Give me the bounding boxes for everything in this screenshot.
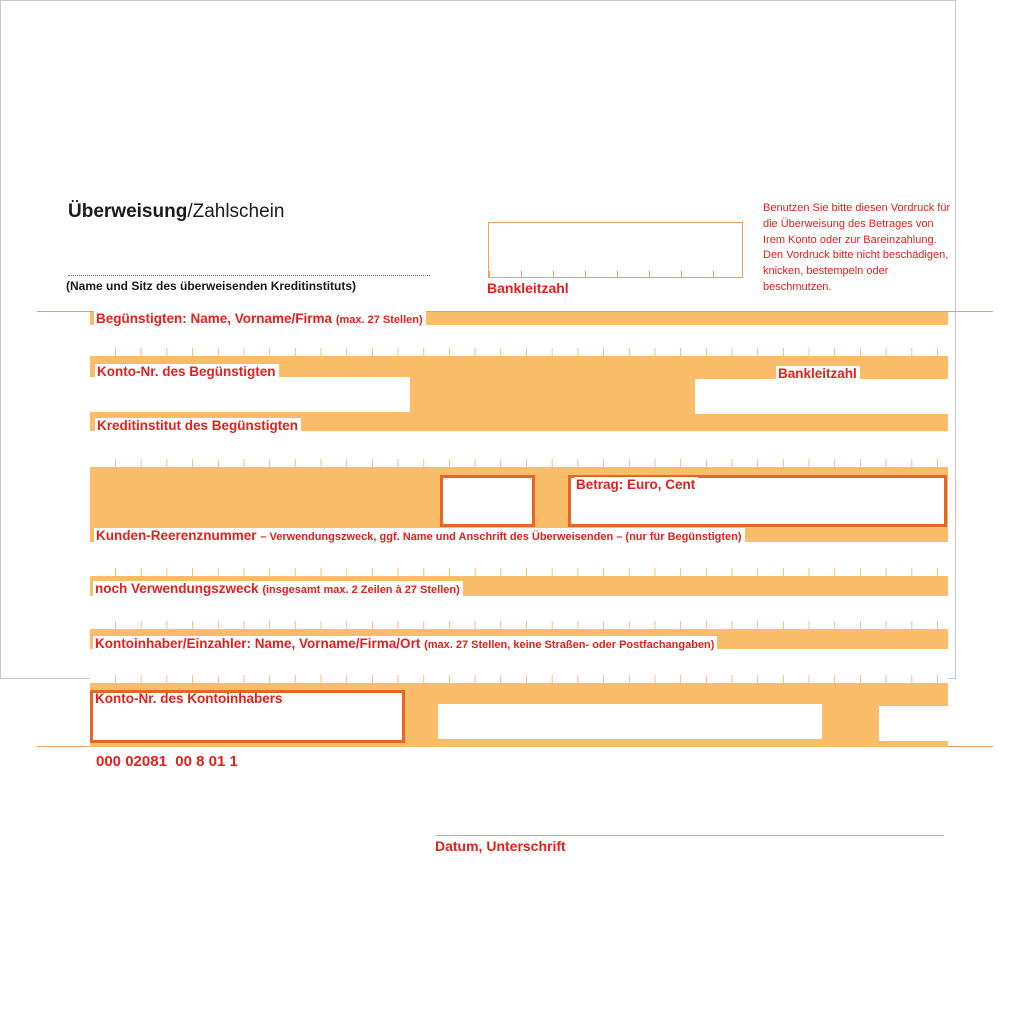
beneficiary-name-hint: (max. 27 Stellen) xyxy=(335,314,423,326)
amount-label: Betrag: Euro, Cent xyxy=(574,477,698,492)
bank-name-caption: (Name und Sitz des überweisenden Kreditinstituts) xyxy=(66,279,357,293)
notice-line: Benutzen Sie bitte diesen Vordruck für xyxy=(763,202,951,214)
notice-line: Den Vordruck bitte nicht beschädigen, xyxy=(763,249,949,262)
bank-code-label: Bankleitzahl xyxy=(487,280,569,296)
beneficiary-bank-code-input[interactable] xyxy=(695,379,948,414)
form-code-number: 000 02081 00 8 01 1 xyxy=(96,753,238,770)
beneficiary-account-label: Konto-Nr. des Begünstigten xyxy=(95,364,279,379)
notice-line: knicken, bestempeln oder xyxy=(763,265,889,278)
notice-line: die Überweisung des Betrages von xyxy=(763,217,934,230)
payer-text: Kontoinhaber/Einzahler: Name, Vorname/Firma/Ort xyxy=(95,636,421,651)
beneficiary-account-input[interactable] xyxy=(90,377,410,412)
payer-hint: (max. 27 Stellen, keine Straßen- oder Postfachangaben) xyxy=(424,639,715,651)
payer-small-input[interactable] xyxy=(879,706,948,741)
bank-name-line[interactable] xyxy=(68,275,430,276)
reference-label xyxy=(94,528,745,545)
purpose-text: noch Verwendungszweck xyxy=(95,581,259,596)
notice-line: beschmutzen. xyxy=(763,280,832,293)
signature-label: Datum, Unterschrift xyxy=(435,838,566,854)
purpose-ticks xyxy=(115,621,948,629)
beneficiary-name-text: Begünstigten: Name, Vorname/Firma xyxy=(96,311,333,326)
beneficiary-name-label xyxy=(94,311,426,328)
bank-code-box[interactable] xyxy=(488,222,743,278)
signature-line[interactable] xyxy=(436,835,944,836)
form-title xyxy=(68,201,284,223)
payer-label xyxy=(93,636,717,653)
purpose-hint: (insgesamt max. 2 Zeilen à 27 Stellen) xyxy=(262,584,460,596)
usage-notice xyxy=(763,201,978,296)
payer-account-label: Konto-Nr. des Kontoinhabers xyxy=(95,691,283,706)
notice-line: Irem Konto oder zur Bareinzahlung. xyxy=(763,233,937,246)
payer-extra-input[interactable] xyxy=(438,704,822,739)
reference-text: Kunden-Reerenznummer xyxy=(96,528,257,543)
form-title-bold: Überweisung xyxy=(68,201,188,222)
payer-ticks xyxy=(115,675,948,683)
reference-hint: – Verwendungszweck, ggf. Name und Anschrift des Überweisenden – (nur für Begünstigten) xyxy=(260,531,742,543)
bank-code-ticks xyxy=(489,271,742,277)
currency-box[interactable] xyxy=(440,475,535,527)
form-title-rest: /Zahlschein xyxy=(187,201,285,222)
beneficiary-name-ticks xyxy=(115,348,948,356)
purpose-label xyxy=(93,581,463,598)
beneficiary-bank-ticks xyxy=(115,459,948,467)
beneficiary-bank-label: Kreditinstitut des Begünstigten xyxy=(95,418,301,433)
reference-ticks xyxy=(115,568,948,576)
beneficiary-bank-code-label: Bankleitzahl xyxy=(776,366,860,381)
